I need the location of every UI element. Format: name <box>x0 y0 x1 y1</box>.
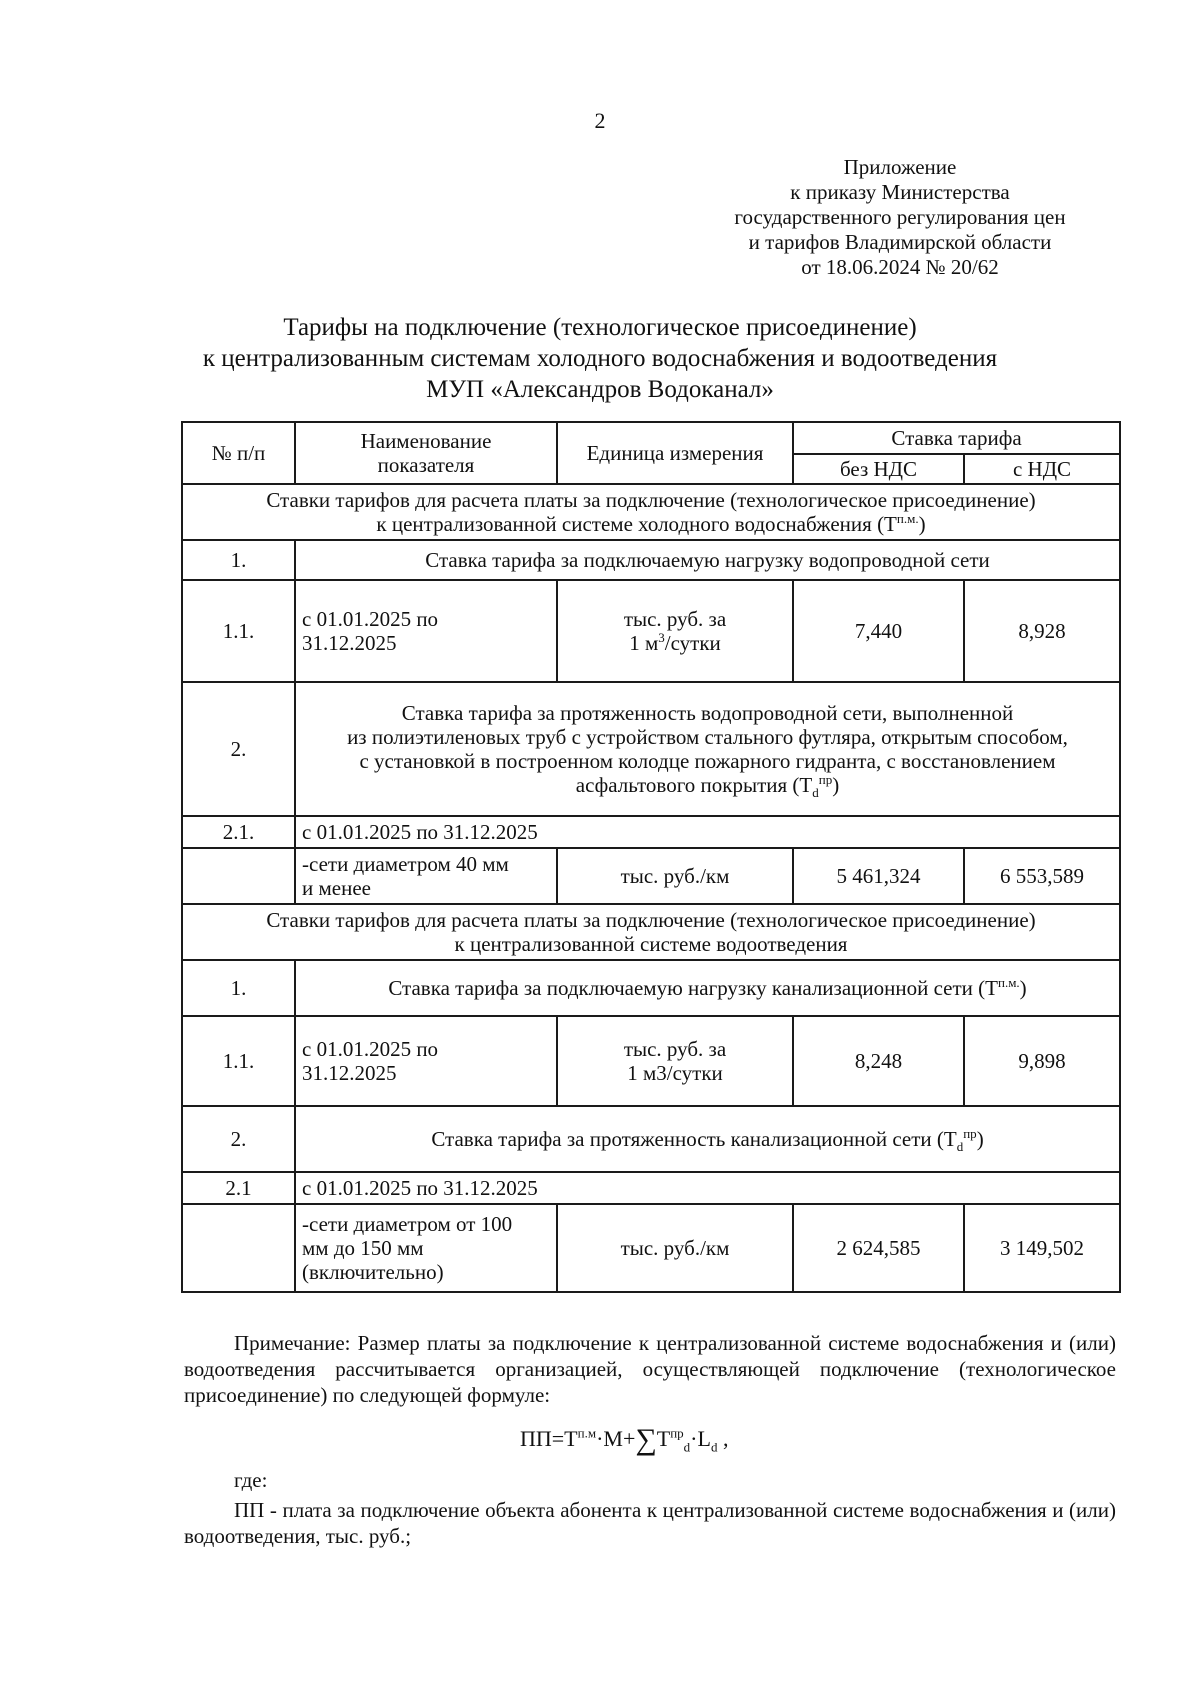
header-name-line: Наименование <box>360 429 492 453</box>
appendix-line: Приложение <box>843 155 957 179</box>
title-line: Тарифы на подключение (технологическое присоединение) <box>283 314 917 341</box>
note-paragraph <box>184 1330 1116 1408</box>
page-number: 2 <box>594 108 606 133</box>
table-row <box>182 960 1120 1016</box>
document-title <box>160 312 1040 405</box>
row-num: 2.1 <box>182 1172 295 1204</box>
row-title-line: из полиэтиленовых труб с устройством стального футляра, открытым способом, <box>347 725 1068 749</box>
row-diameter <box>295 848 557 904</box>
row-title <box>295 1106 1120 1172</box>
row-period <box>295 1016 557 1106</box>
table-row <box>182 682 1120 816</box>
formula-part: Т <box>656 1426 671 1451</box>
value-with-vat: 8,928 <box>964 580 1120 682</box>
pp-definition <box>184 1497 1116 1549</box>
title-sup: пр <box>963 1126 977 1141</box>
section-heading-water <box>182 484 1120 540</box>
section-row-sewer <box>182 904 1120 960</box>
formula-part: ·М+ <box>596 1426 636 1451</box>
header-no-vat: без НДС <box>793 454 964 484</box>
diameter-line: (включительно) <box>302 1260 444 1284</box>
period-line: 31.12.2025 <box>302 631 397 655</box>
header-unit: Единица измерения <box>557 422 793 484</box>
title-text: Ставка тарифа за протяженность канализационной сети (Т <box>431 1127 957 1151</box>
title-line: к централизованным системам холодного водоснабжения и водоотведения <box>202 345 998 372</box>
row-unit <box>557 1016 793 1106</box>
title-sup: пр <box>818 772 833 787</box>
period-line: 31.12.2025 <box>302 1061 397 1085</box>
value-no-vat: 5 461,324 <box>793 848 964 904</box>
table-row <box>182 816 1120 848</box>
header-name-line: показателя <box>377 453 475 477</box>
where-label: где: <box>234 1468 268 1492</box>
unit-line: тыс. руб. за <box>623 607 727 631</box>
row-title <box>295 682 1120 816</box>
row-period <box>295 580 557 682</box>
unit-sup: 3 <box>658 630 665 645</box>
tariff-table <box>181 421 1121 1293</box>
value-with-vat: 6 553,589 <box>964 848 1120 904</box>
row-num: 1.1. <box>182 580 295 682</box>
row-title-line: Ставка тарифа за протяженность водопроводной сети, выполненной <box>401 701 1014 725</box>
row-num: 2.1. <box>182 816 295 848</box>
section-line <box>189 512 1113 536</box>
section-line: к централизованной системе водоотведения <box>454 932 848 956</box>
formula-sup: пр <box>670 1425 684 1441</box>
unit-line: тыс. руб. за <box>623 1037 727 1061</box>
title-end: ) <box>1019 976 1027 1000</box>
section-line: Ставки тарифов для расчета платы за подключение (технологическое присоединение) <box>266 488 1036 512</box>
row-title <box>295 960 1120 1016</box>
row-unit: тыс. руб./км <box>557 1204 793 1292</box>
row-unit <box>557 580 793 682</box>
row-diameter <box>295 1204 557 1292</box>
value-with-vat: 3 149,502 <box>964 1204 1120 1292</box>
header-num: № п/п <box>182 422 295 484</box>
row-unit: тыс. руб./км <box>557 848 793 904</box>
formula-sup: п.м <box>577 1425 597 1441</box>
row-period: с 01.01.2025 по 31.12.2025 <box>295 816 1120 848</box>
row-title-line <box>302 772 1113 801</box>
formula-part: ·L <box>690 1426 711 1451</box>
header-rate: Ставка тарифа <box>793 422 1120 454</box>
header-with-vat: с НДС <box>964 454 1120 484</box>
note-text: Примечание: Размер платы за подключение к централизованной системе водоснабжения и (или) водоотведения рассчитывается организацией, осуществляющей подключение (технологическое присоединение) по следующей формуле: <box>184 1331 1116 1407</box>
row-num: 1.1. <box>182 1016 295 1106</box>
row-title: Ставка тарифа за подключаемую нагрузку водопроводной сети <box>295 540 1120 580</box>
table-row <box>182 1106 1120 1172</box>
row-num-empty <box>182 848 295 904</box>
value-no-vat: 2 624,585 <box>793 1204 964 1292</box>
pp-definition-text: ПП - плата за подключение объекта абонента к централизованной системе водоснабжения и (или) водоотведения, тыс. руб.; <box>184 1498 1116 1548</box>
table-row <box>182 1016 1120 1106</box>
title-text: Ставка тарифа за подключаемую нагрузку канализационной сети (Т <box>388 976 998 1000</box>
table-row <box>182 1172 1120 1204</box>
appendix-line: к приказу Министерства <box>790 180 1010 204</box>
unit-text: 1 м <box>629 631 659 655</box>
table-row <box>182 540 1120 580</box>
value-no-vat: 7,440 <box>793 580 964 682</box>
title-end: ) <box>832 773 840 797</box>
title-sup: п.м. <box>997 975 1020 990</box>
sum-symbol: ∑ <box>635 1423 657 1456</box>
section-row-water <box>182 484 1120 540</box>
value-with-vat: 9,898 <box>964 1016 1120 1106</box>
diameter-line: -сети диаметром 40 мм <box>302 852 509 876</box>
title-end: ) <box>976 1127 984 1151</box>
value-no-vat: 8,248 <box>793 1016 964 1106</box>
title-sub: d <box>956 1139 964 1155</box>
payment-formula <box>520 1424 728 1455</box>
appendix-line: и тарифов Владимирской области <box>748 230 1052 254</box>
section-text: к централизованной системе холодного водоснабжения (Т <box>376 512 897 536</box>
unit-line: 1 м3/сутки <box>627 1061 723 1085</box>
diameter-line: и менее <box>302 876 371 900</box>
row-num: 1. <box>182 540 295 580</box>
unit-text: /сутки <box>664 631 721 655</box>
diameter-line: мм до 150 мм <box>302 1236 424 1260</box>
section-sup: п.м. <box>896 511 919 526</box>
row-num: 1. <box>182 960 295 1016</box>
appendix-line: государственного регулирования цен <box>734 205 1066 229</box>
table-row <box>182 580 1120 682</box>
row-num-empty <box>182 1204 295 1292</box>
section-end: ) <box>918 512 926 536</box>
table-row <box>182 848 1120 904</box>
period-line: с 01.01.2025 по <box>302 1037 439 1061</box>
row-period: с 01.01.2025 по 31.12.2025 <box>295 1172 1120 1204</box>
appendix-block <box>700 155 1100 280</box>
title-line: МУП «Александров Водоканал» <box>426 376 774 403</box>
formula-sub: d <box>710 1439 718 1455</box>
unit-line <box>564 631 786 655</box>
period-line: с 01.01.2025 по <box>302 607 439 631</box>
table-header-row <box>182 422 1120 454</box>
section-line: Ставки тарифов для расчета платы за подключение (технологическое присоединение) <box>266 908 1036 932</box>
row-num: 2. <box>182 1106 295 1172</box>
row-num: 2. <box>182 682 295 816</box>
title-sub: d <box>812 785 819 801</box>
table-row <box>182 1204 1120 1292</box>
formula-sub: d <box>683 1439 691 1455</box>
title-text: асфальтового покрытия (Т <box>575 773 813 797</box>
appendix-line: от 18.06.2024 № 20/62 <box>801 255 999 279</box>
row-title-line: с установкой в построенном колодце пожарного гидранта, с восстановлением <box>359 749 1056 773</box>
formula-part: , <box>717 1426 729 1451</box>
header-name <box>295 422 557 484</box>
formula-part: ПП=Т <box>520 1426 578 1451</box>
diameter-line: -сети диаметром от 100 <box>302 1212 513 1236</box>
section-heading-sewer <box>182 904 1120 960</box>
